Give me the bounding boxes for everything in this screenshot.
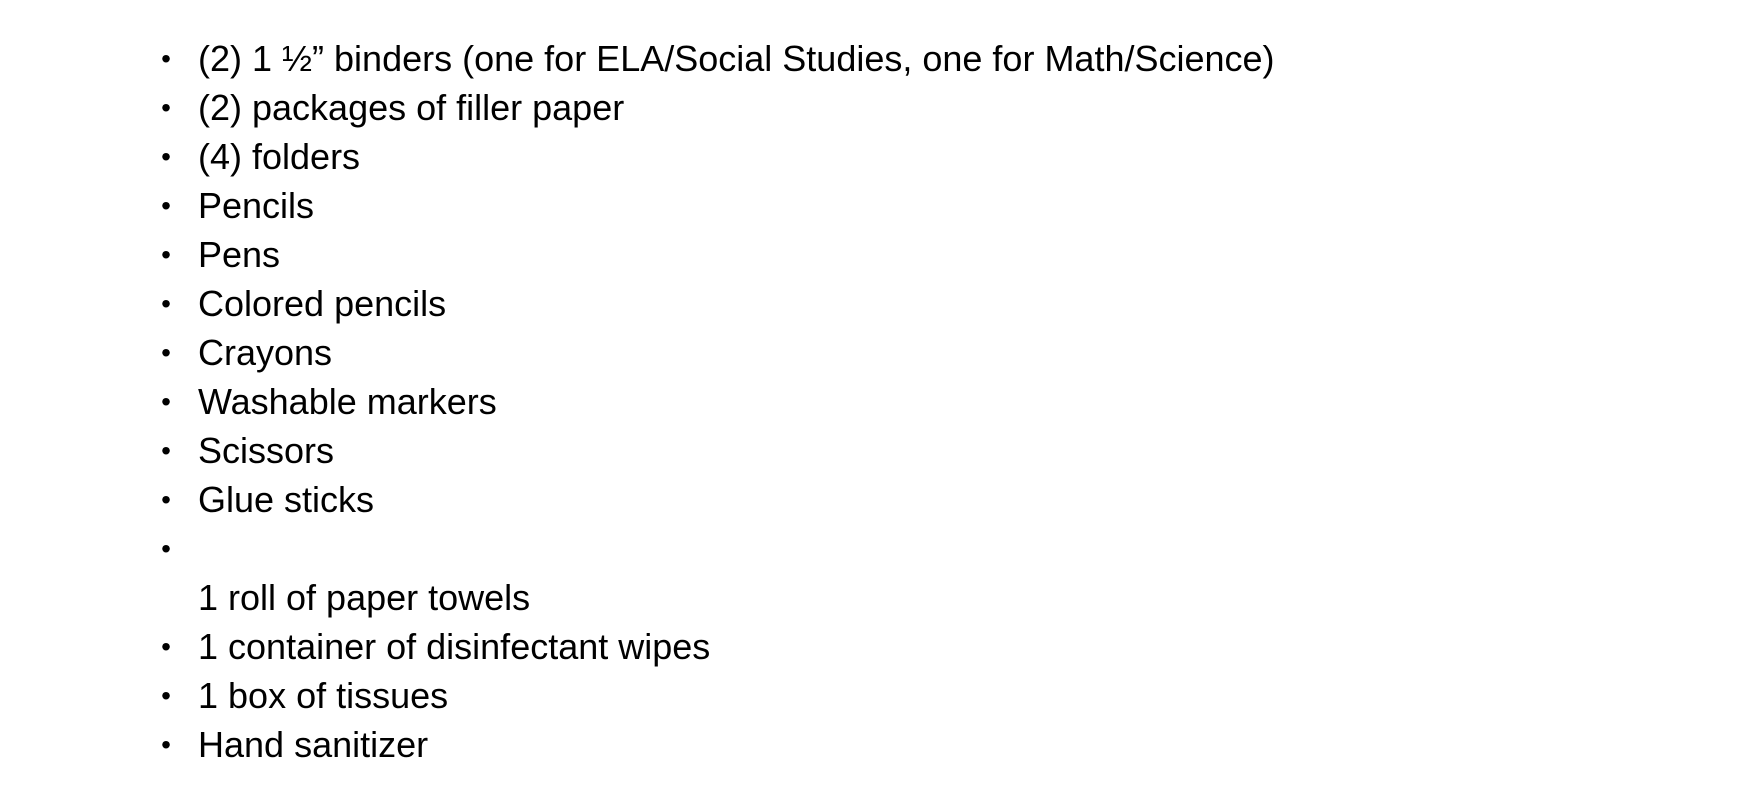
list-item-text: Hand sanitizer: [198, 724, 429, 765]
list-item-text: Colored pencils: [198, 283, 447, 324]
bullet-icon: •: [161, 533, 171, 564]
list-item-text: Washable markers: [198, 381, 497, 422]
supply-list: [0, 34, 1275, 769]
list-item: [0, 181, 1275, 230]
list-item-text: Glue sticks: [198, 479, 375, 520]
list-item-text: 1 container of disinfectant wipes: [198, 626, 711, 667]
bullet-icon: •: [161, 141, 171, 172]
bullet-icon: •: [161, 729, 171, 760]
list-item-text: Pencils: [198, 185, 315, 226]
bullet-icon: •: [161, 386, 171, 417]
list-item-text: Pens: [198, 234, 281, 275]
list-item: [0, 230, 1275, 279]
list-item: [0, 83, 1275, 132]
bullet-icon: •: [161, 337, 171, 368]
bullet-icon: •: [161, 92, 171, 123]
bullet-icon: •: [161, 239, 171, 270]
list-item-text: 1 box of tissues: [198, 675, 449, 716]
list-item-text: (2) packages of filler paper: [198, 87, 625, 128]
list-item: [0, 671, 1275, 720]
bullet-icon: •: [161, 288, 171, 319]
bullet-icon: •: [161, 484, 171, 515]
list-item: [0, 720, 1275, 769]
list-item-text: Scissors: [198, 430, 335, 471]
list-item: [0, 475, 1275, 524]
list-item: [0, 377, 1275, 426]
list-item-text: Crayons: [198, 332, 333, 373]
list-item: [0, 34, 1275, 83]
list-item-text: (2) 1 ½” binders (one for ELA/Social Studies, one for Math/Science): [198, 38, 1275, 79]
list-item: [0, 426, 1275, 475]
bullet-icon: •: [161, 680, 171, 711]
list-item: [0, 622, 1275, 671]
bullet-icon: •: [161, 631, 171, 662]
list-item: [0, 328, 1275, 377]
list-item: [0, 132, 1275, 181]
bullet-icon: •: [161, 435, 171, 466]
list-item-text: (4) folders: [198, 136, 361, 177]
list-item: [0, 524, 1275, 622]
bullet-icon: •: [161, 190, 171, 221]
list-item: [0, 279, 1275, 328]
list-item-text: 1 roll of paper towels: [198, 577, 531, 618]
bullet-icon: •: [161, 43, 171, 74]
